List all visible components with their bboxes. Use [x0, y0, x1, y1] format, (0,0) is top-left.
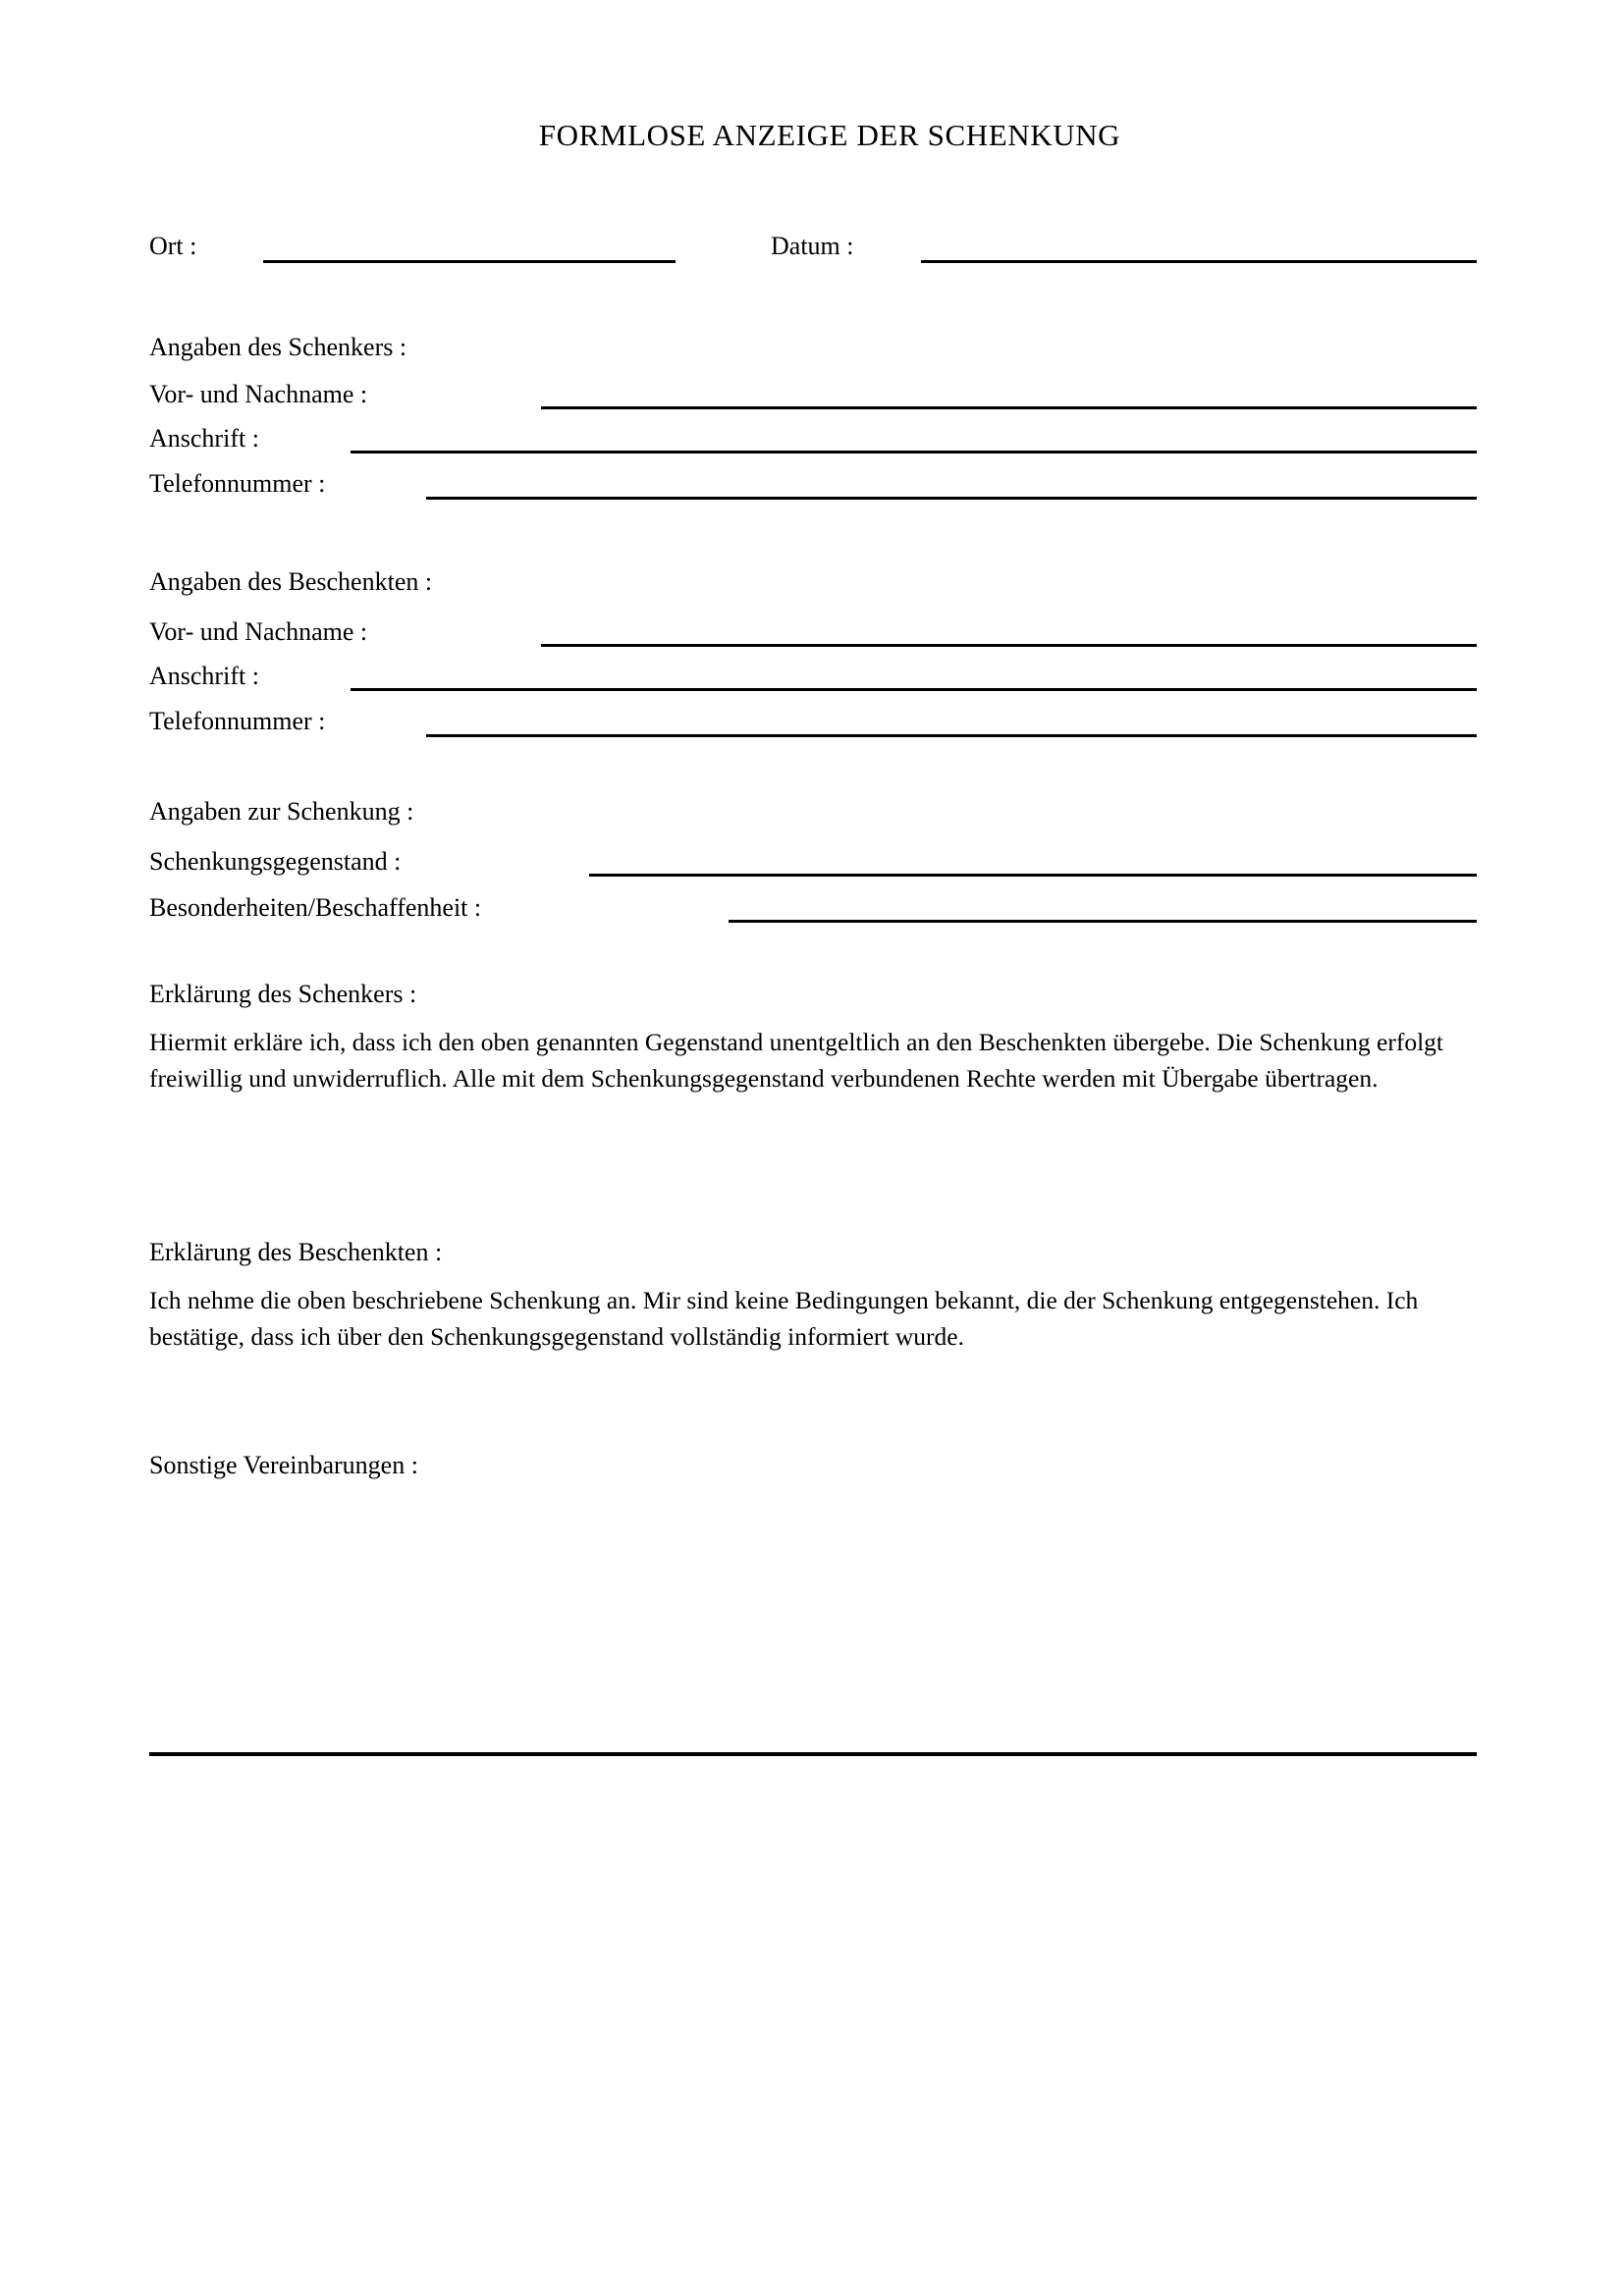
field-schenkungsgegenstand-input-line[interactable]: [589, 874, 1477, 877]
field-besonderheiten-label: Besonderheiten/Beschaffenheit :: [149, 893, 482, 922]
field-ort-label: Ort :: [149, 232, 197, 260]
field-beschenkter-telefon-label: Telefonnummer :: [149, 707, 326, 735]
field-ort: [149, 228, 196, 261]
field-schenkungsgegenstand: [149, 843, 401, 877]
field-beschenkter-telefon: [149, 703, 325, 736]
section-heading-erklaerung-schenker: Erklärung des Schenkers :: [149, 980, 417, 1008]
section-heading-erklaerung-beschenkter: Erklärung des Beschenkten :: [149, 1238, 443, 1266]
field-datum-label: Datum :: [771, 232, 854, 260]
field-besonderheiten: [149, 889, 481, 923]
field-datum: [771, 228, 854, 261]
field-datum-input-line[interactable]: [921, 260, 1477, 263]
field-schenker-telefon: [149, 465, 325, 499]
erklaerung-schenker-body: Hiermit erkläre ich, dass ich den oben genannten Gegenstand unentgeltlich an den Beschenkten übergebe. Die Schenkung erfolgt freiwillig und unwiderruflich. Alle mit dem Schenkungsgegenstand verbundenen Rechte werden mit Übergabe übertragen.: [149, 1028, 1444, 1093]
field-beschenkter-name-input-line[interactable]: [541, 644, 1477, 647]
field-schenker-name-input-line[interactable]: [541, 406, 1477, 409]
field-beschenkter-name-label: Vor- und Nachname :: [149, 617, 368, 646]
field-beschenkter-anschrift: [149, 658, 259, 691]
page-title-text: FORMLOSE ANZEIGE DER SCHENKUNG: [538, 118, 1121, 152]
field-schenker-anschrift-label: Anschrift :: [149, 424, 259, 453]
field-beschenkter-anschrift-label: Anschrift :: [149, 662, 259, 690]
section-heading-schenkung: Angaben zur Schenkung :: [149, 797, 414, 826]
section-heading-sonstige-vereinbarungen: Sonstige Vereinbarungen :: [149, 1451, 418, 1479]
field-schenker-telefon-label: Telefonnummer :: [149, 469, 326, 498]
signature-rule: [149, 1752, 1477, 1756]
page-title: [0, 118, 1624, 153]
field-schenkungsgegenstand-label: Schenkungsgegenstand :: [149, 847, 402, 876]
field-schenker-anschrift-input-line[interactable]: [351, 451, 1477, 454]
section-heading-beschenkter: Angaben des Beschenkten :: [149, 567, 433, 596]
field-schenker-telefon-input-line[interactable]: [426, 497, 1477, 500]
sonstige-vereinbarungen-area[interactable]: [149, 1492, 1477, 1742]
field-beschenkter-name: [149, 614, 367, 647]
field-beschenkter-telefon-input-line[interactable]: [426, 734, 1477, 737]
field-besonderheiten-input-line[interactable]: [729, 920, 1477, 923]
field-schenker-name-label: Vor- und Nachname :: [149, 380, 368, 408]
field-ort-input-line[interactable]: [263, 260, 676, 263]
field-beschenkter-anschrift-input-line[interactable]: [351, 688, 1477, 691]
section-heading-schenker: Angaben des Schenkers :: [149, 333, 407, 361]
field-schenker-name: [149, 376, 367, 409]
erklaerung-beschenkter-body: Ich nehme die oben beschriebene Schenkung an. Mir sind keine Bedingungen bekannt, die der Schenkung entgegenstehen. Ich bestätige, dass ich über den Schenkungsgegenstand vollständig informiert wurde.: [149, 1286, 1419, 1351]
field-schenker-anschrift: [149, 420, 259, 454]
